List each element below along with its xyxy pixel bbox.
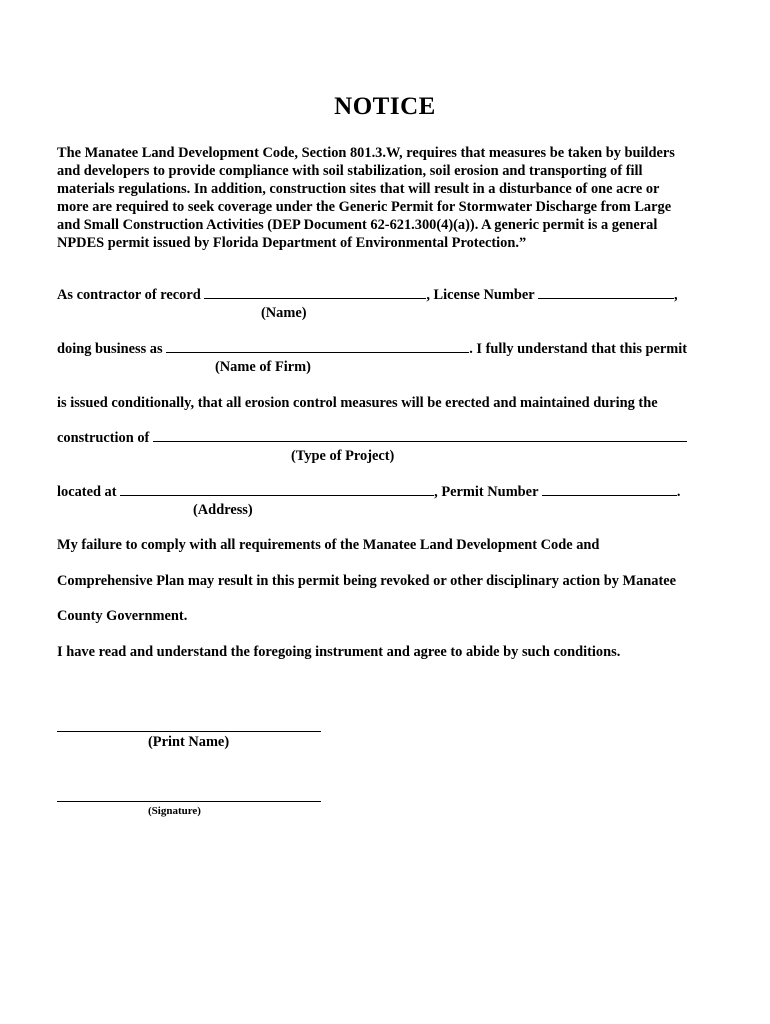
signature-caption: (Signature) bbox=[148, 805, 201, 817]
intro-line: and developers to provide compliance with soil stabilization, soil erosion and transporting of fill bbox=[57, 163, 643, 179]
location-line-suffix: . bbox=[676, 484, 681, 500]
name-caption: (Name) bbox=[261, 305, 307, 321]
print-name-caption: (Print Name) bbox=[148, 734, 230, 750]
license-number-field[interactable] bbox=[538, 286, 674, 299]
intro-line: materials regulations. In addition, construction sites that will result in a disturbance of one acre or bbox=[57, 181, 660, 197]
project-line bbox=[57, 429, 687, 447]
firm-line bbox=[57, 340, 687, 358]
project-label: construction of bbox=[57, 430, 150, 446]
permit-number-label: , Permit Number bbox=[434, 484, 539, 500]
project-caption: (Type of Project) bbox=[291, 448, 395, 464]
contractor-line-suffix: , bbox=[674, 287, 678, 303]
contractor-name-field[interactable] bbox=[204, 286, 426, 299]
intro-line: The Manatee Land Development Code, Section 801.3.W, requires that measures be taken by builders bbox=[57, 145, 675, 161]
license-number-label: , License Number bbox=[426, 287, 535, 303]
signature-field[interactable] bbox=[57, 801, 321, 802]
print-name-field[interactable] bbox=[57, 731, 321, 732]
location-line bbox=[57, 483, 680, 501]
failure-line: My failure to comply with all requirements of the Manatee Land Development Code and bbox=[57, 537, 600, 553]
firm-caption: (Name of Firm) bbox=[215, 359, 311, 375]
failure-line: County Government. bbox=[57, 608, 188, 624]
address-label: located at bbox=[57, 484, 117, 500]
firm-name-field[interactable] bbox=[166, 340, 469, 353]
address-field[interactable] bbox=[120, 483, 434, 496]
firm-label: doing business as bbox=[57, 341, 163, 357]
address-caption: (Address) bbox=[193, 502, 253, 518]
permit-number-field[interactable] bbox=[542, 483, 677, 496]
contractor-line bbox=[57, 286, 678, 304]
conditional-statement: is issued conditionally, that all erosion control measures will be erected and maintained during the bbox=[57, 395, 658, 411]
intro-line: NPDES permit issued by Florida Department of Environmental Protection.” bbox=[57, 235, 527, 251]
intro-line: and Small Construction Activities (DEP Document 62-621.300(4)(a)). A generic permit is a general bbox=[57, 217, 658, 233]
contractor-label: As contractor of record bbox=[57, 287, 201, 303]
agreement-statement: I have read and understand the foregoing instrument and agree to abide by such conditions. bbox=[57, 644, 621, 660]
project-type-field[interactable] bbox=[153, 429, 687, 442]
document-title: NOTICE bbox=[334, 93, 436, 120]
intro-line: more are required to seek coverage under the Generic Permit for Stormwater Discharge from Large bbox=[57, 199, 672, 215]
intro-paragraph bbox=[57, 144, 717, 252]
firm-line-suffix: . I fully understand that this permit bbox=[469, 341, 688, 357]
failure-line: Comprehensive Plan may result in this permit being revoked or other disciplinary action by Manatee bbox=[57, 573, 677, 589]
